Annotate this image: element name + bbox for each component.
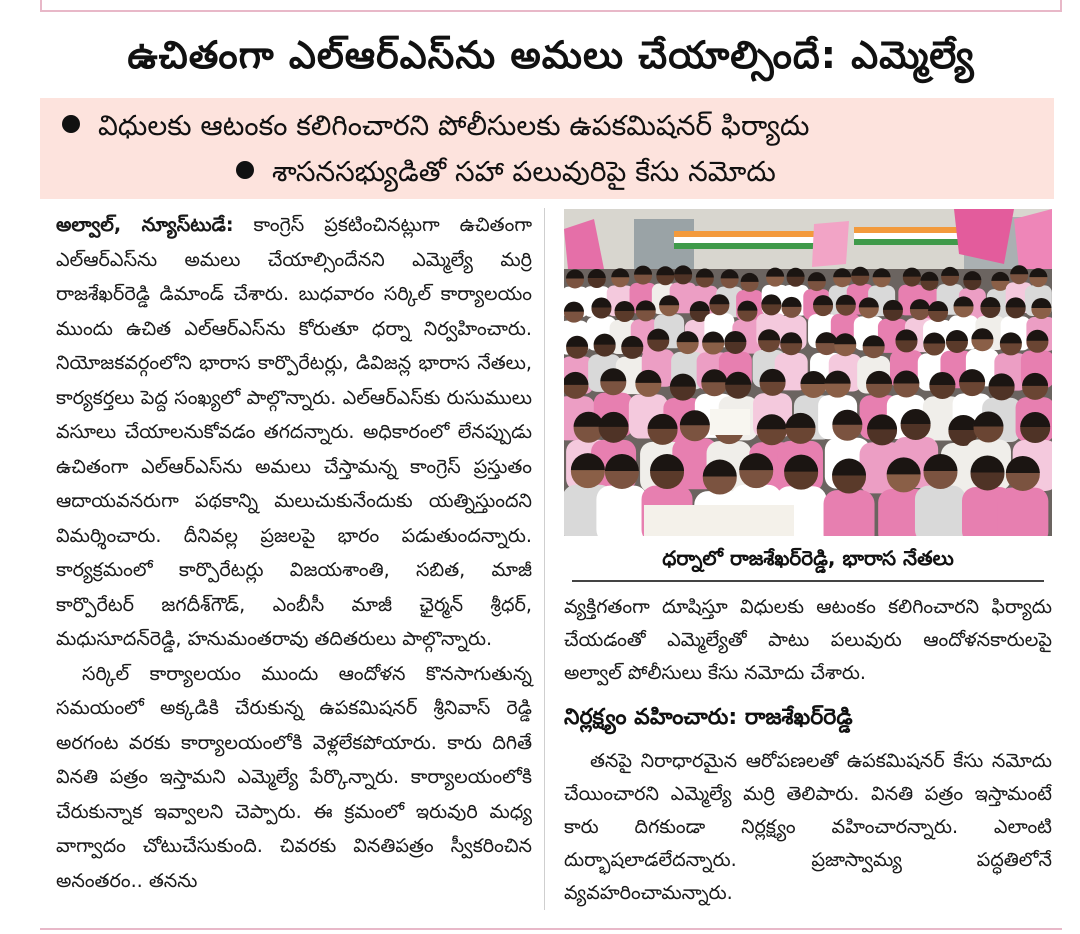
bullet-icon [236, 161, 254, 179]
deck-line-2 [236, 150, 776, 194]
article-paragraph-2 [56, 657, 532, 899]
dateline: అల్వాల్, న్యూస్‌టుడే: [56, 213, 234, 236]
bottom-border [40, 928, 1062, 934]
news-photo [564, 209, 1052, 536]
article-paragraph-1 [56, 208, 532, 657]
protest-crowd-photo [564, 209, 1052, 536]
bullet-icon [62, 115, 80, 133]
article-right-column [564, 590, 1052, 689]
deck-line-1 [62, 104, 809, 148]
headline: ఉచితంగా ఎల్‌ఆర్‌ఎస్‌ను అమలు చేయాల్సిందే: ఎమ్మెల్యే [127, 33, 975, 77]
deck-line-2-text: శాసనసభ్యుడితో సహా పలువురిపై కేసు నమోదు [272, 155, 776, 188]
paragraph-1-text: కాంగ్రెస్ ప్రకటించినట్లుగా ఉచితంగా ఎల్‌ఆర్‌ఎస్‌ను అమలు చేయాల్సిందేనని ఎమ్మెల్యే మర్రి రాజశేఖర్‌రెడ్డి డిమాండ్ చేశారు. బుధవారం సర్కిల్ కార్యాలయం ముందు ఉచిత ఎల్‌ఆర్‌ఎస్‌ను కోరుతూ ధర్నా నిర్వహించారు. నియోజకవర్గంలోని భారాస కార్పొరేటర్లు, డివిజన్ల భారాస నేతలు, కార్యకర్తలు పెద్ద సంఖ్యలో పాల్గొన్నారు. ఎల్‌ఆర్‌ఎస్‌కు రుసుములు వసూలు చేయాలనుకోవడం తగదన్నారు. అధికారంలో లేనప్పుడు ఉచితంగా ఎల్‌ఆర్‌ఎస్‌ను అమలు చేస్తామన్న కాంగ్రెస్ ప్రస్తుతం ఆదాయవనరుగా పథకాన్ని మలుచుకునేందుకు యత్నిస్తుందని విమర్శించారు. దీనివల్ల ప్రజలపై భారం పడుతుందన్నారు. కార్యక్రమంలో కార్పొరేటర్లు విజయశాంతి, సబిత, మాజీ కార్పొరేటర్ జగదీశ్‌గౌడ్, ఎంబీసీ మాజీ ఛైర్మన్ శ్రీధర్, మధుసూదన్‌రెడ్డి, హనుమంతరావు తదితరులు పాల్గొన్నారు. [56, 213, 532, 650]
article-right-paragraph-2 [564, 744, 1052, 909]
subheading: నిర్లక్ష్యం వహించారు: రాజశేఖర్‌రెడ్డి [564, 705, 853, 730]
article-right-column-2 [564, 744, 1052, 909]
right-paragraph-2-text: తనపై నిరాధారమైన ఆరోపణలతో ఉపకమిషనర్ కేసు నమోదు చేయించారని ఎమ్మెల్యే మర్రి తెలిపారు. వినతి పత్రం ఇస్తామంటే కారు దిగకుండా నిర్లక్ష్యం వహించారన్నారు. ఎలాంటి దుర్భాషలాడలేదన్నారు. ప్రజాస్వామ్య పద్ధతిలోనే వ్యవహరించామన్నారు. [564, 749, 1052, 904]
top-border [40, 0, 1062, 12]
deck-box [40, 98, 1054, 199]
paragraph-2-text: సర్కిల్ కార్యాలయం ముందు ఆందోళన కొనసాగుతున్న సమయంలో అక్కడికి చేరుకున్న ఉపకమిషనర్ శ్రీనివాస్ రెడ్డి అరగంట వరకు కార్యాలయంలోకి వెళ్లలేకపోయారు. కారు దిగితే వినతి పత్రం ఇస్తామని ఎమ్మెల్యే పేర్కొన్నారు. కార్యాలయంలోకి చేరుకున్నాక ఇవ్వాలని చెప్పారు. ఈ క్రమంలో ఇరువురి మధ్య వాగ్వాదం చోటుచేసుకుంది. చివరకు వినతిపత్రం స్వీకరించిన అనంతరం.. తనను [56, 661, 532, 892]
column-divider [544, 208, 545, 910]
deck-line-1-text: విధులకు ఆటంకం కలిగించారని పోలీసులకు ఉపకమిషనర్ ఫిర్యాదు [98, 109, 810, 142]
article-right-paragraph-1: వ్యక్తిగతంగా దూషిస్తూ విధులకు ఆటంకం కలిగించారని ఫిర్యాదు చేయడంతో ఎమ్మెల్యేతో పాటు పలువురు ఆందోళనకారులపై అల్వాల్ పోలీసులు కేసు నమోదు చేశారు. [564, 595, 1052, 684]
caption-divider [572, 580, 1044, 582]
article-left-column [56, 208, 532, 908]
photo-caption: ధర్నాలో రాజశేఖర్‌రెడ్డి, భారాస నేతలు [662, 546, 954, 570]
